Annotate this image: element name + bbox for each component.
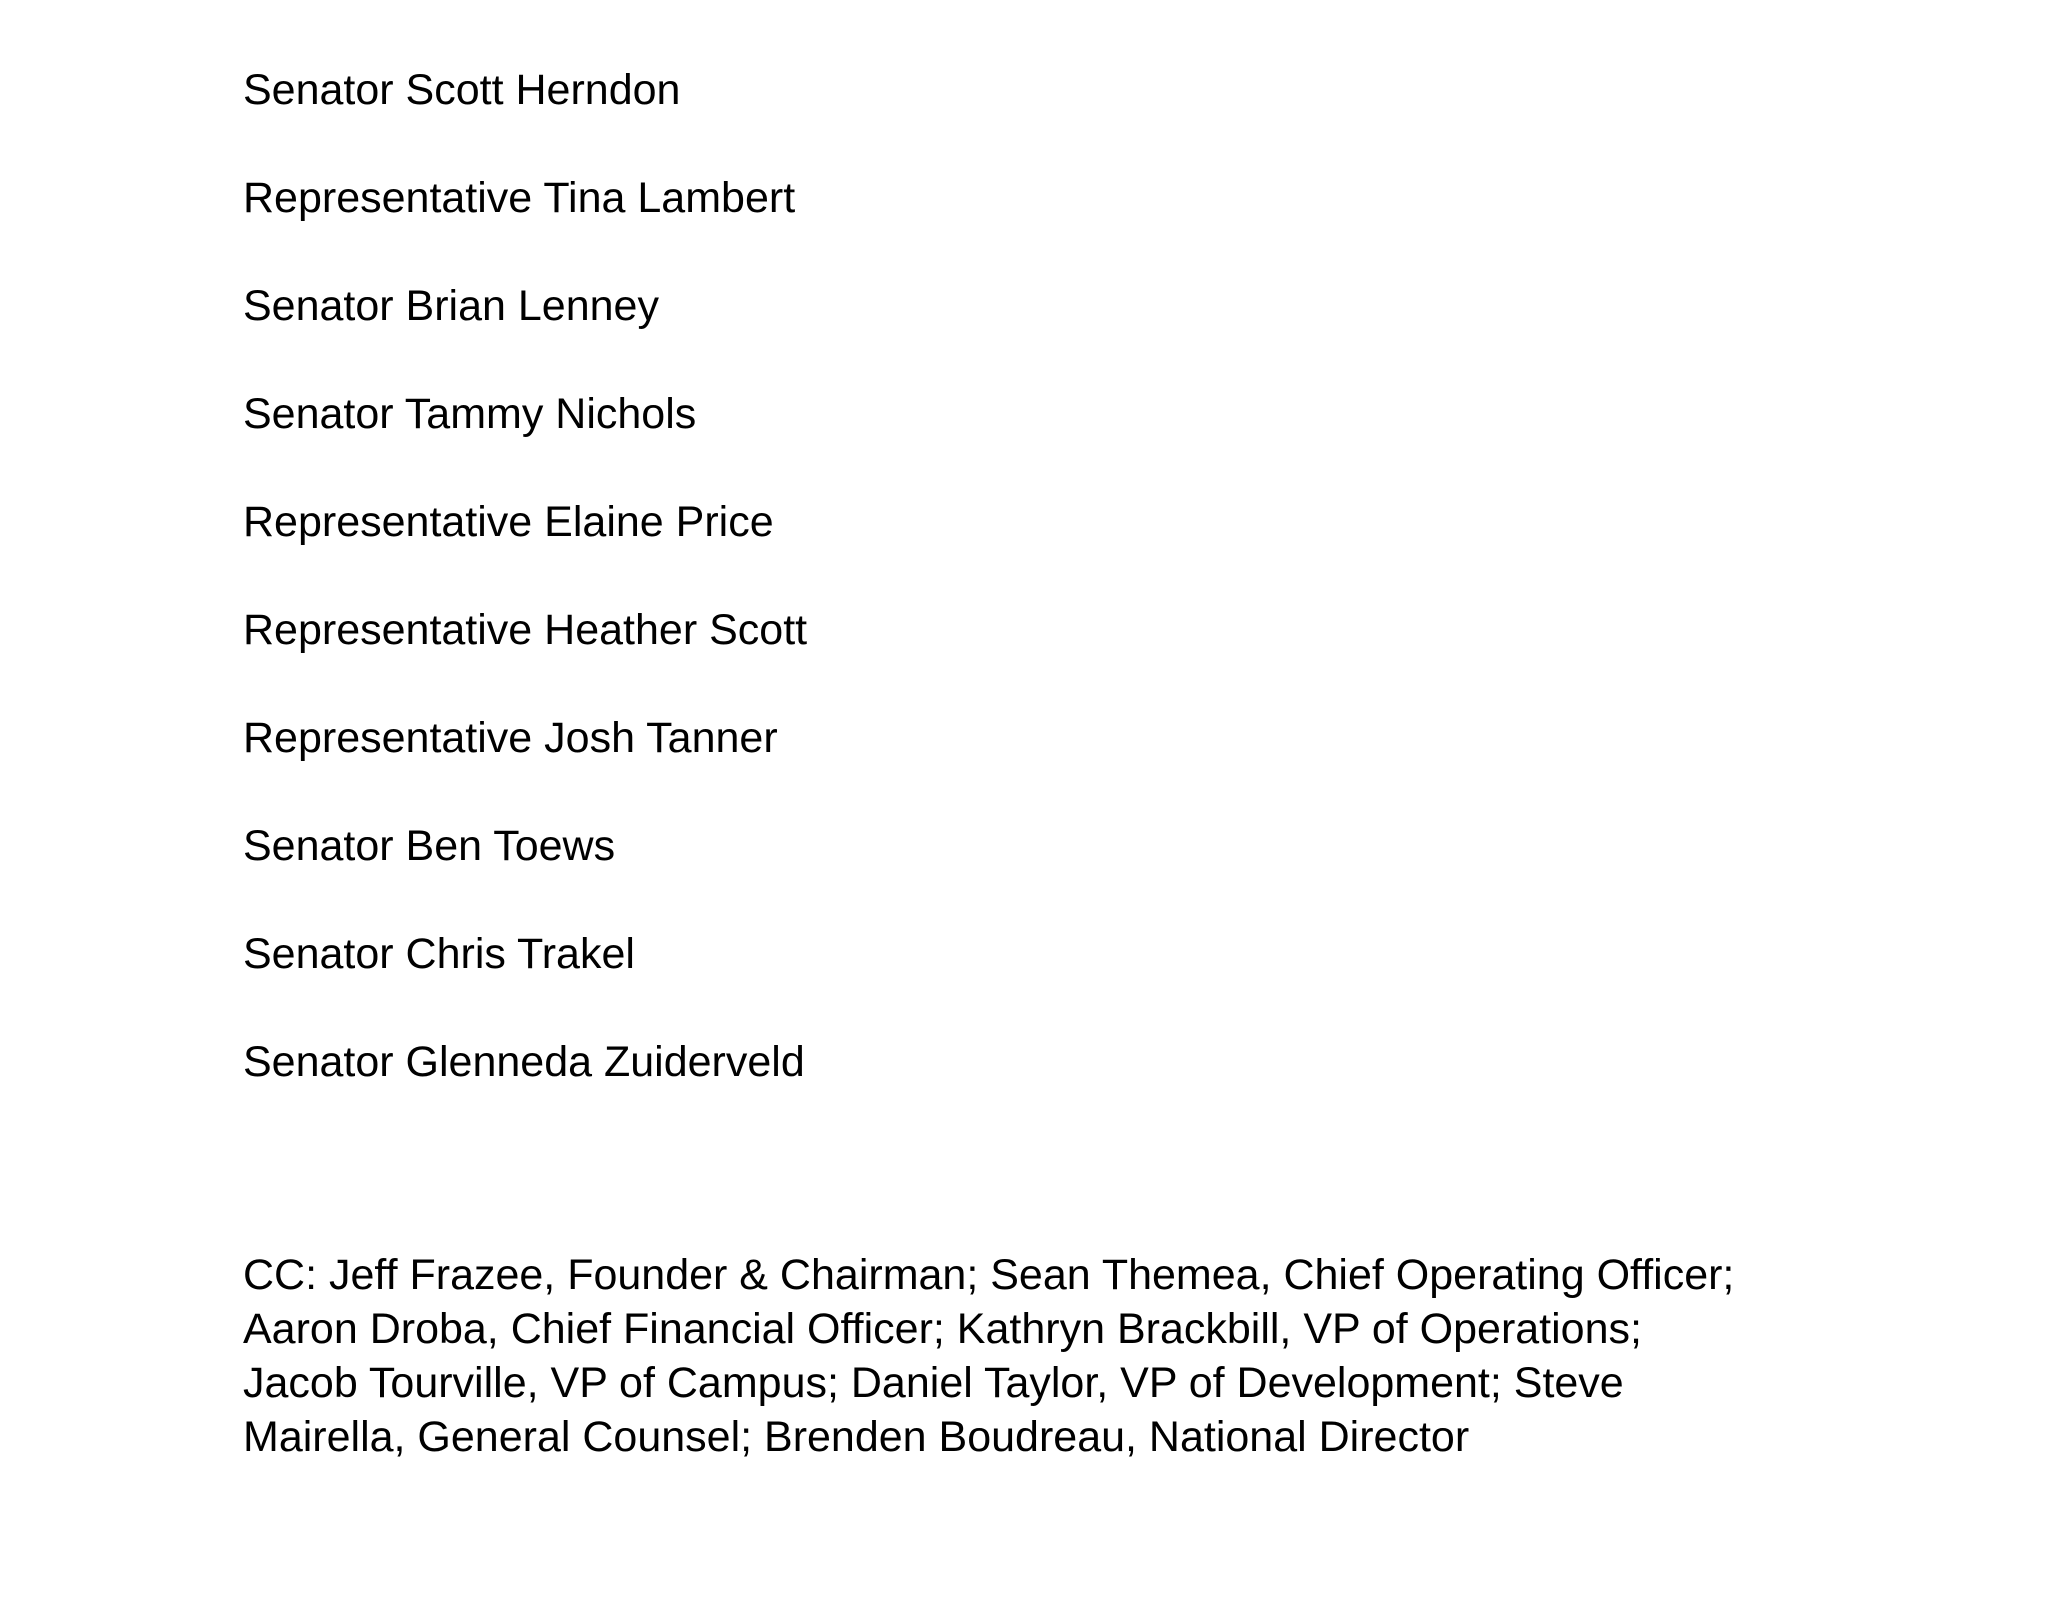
cc-paragraph — [243, 1248, 1883, 1464]
cc-line: Aaron Droba, Chief Financial Officer; Kathryn Brackbill, VP of Operations; — [243, 1305, 1642, 1353]
recipient-name: Representative Heather Scott — [243, 606, 808, 654]
recipient-name: Senator Brian Lenney — [243, 282, 659, 330]
recipient-name: Representative Elaine Price — [243, 498, 774, 546]
recipient-name: Senator Chris Trakel — [243, 930, 635, 978]
recipient-name: Representative Josh Tanner — [243, 714, 778, 762]
cc-line: Mairella, General Counsel; Brenden Boudreau, National Director — [243, 1413, 1470, 1461]
recipient-name: Senator Tammy Nichols — [243, 390, 697, 438]
recipient-name: Senator Scott Herndon — [243, 66, 681, 114]
recipient-list — [243, 62, 807, 1142]
cc-line: CC: Jeff Frazee, Founder & Chairman; Sean Themea, Chief Operating Officer; — [243, 1251, 1735, 1299]
recipient-name: Senator Glenneda Zuiderveld — [243, 1038, 805, 1086]
recipient-name: Senator Ben Toews — [243, 822, 616, 870]
recipient-name: Representative Tina Lambert — [243, 174, 796, 222]
cc-line: Jacob Tourville, VP of Campus; Daniel Taylor, VP of Development; Steve — [243, 1359, 1624, 1407]
